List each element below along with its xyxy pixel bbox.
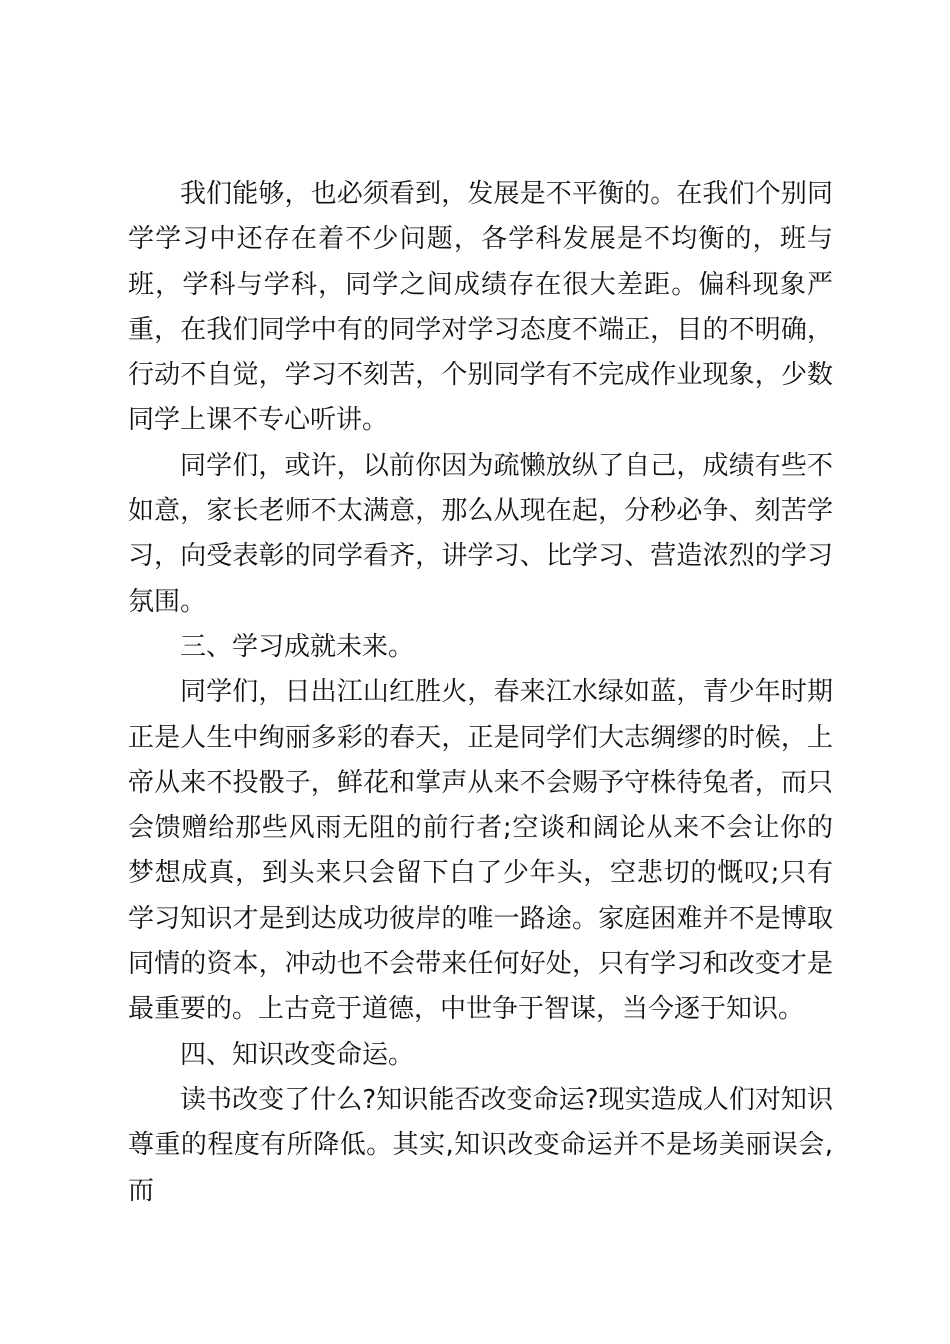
body-text — [128, 172, 833, 1214]
section-heading-3: 三、学习成就未来。 — [180, 631, 415, 662]
paragraph-imbalance: 我们能够，也必须看到，发展是不平衡的。在我们个别同学学习中还存在着不少问题，各学科发展是不均衡的，班与班，学科与学科，同学之间成绩存在很大差距。偏科现象严重，在我们同学中有的同学对学习态度不端正，目的不明确，行动不自觉，学习不刻苦，个别同学有不完成作业现象，少数同学上课不专心听讲。 — [128, 179, 833, 436]
paragraph-knowledge: 读书改变了什么?知识能否改变命运?现实造成人们对知识尊重的程度有所降低。其实,知识改变命运并不是场美丽误会,而 — [128, 1084, 833, 1206]
paragraph-encouragement: 同学们，或许，以前你因为疏懒放纵了自己，成绩有些不如意，家长老师不太满意，那么从现在起，分秒必争、刻苦学习，向受表彰的同学看齐，讲学习、比学习、营造浓烈的学习氛围。 — [128, 450, 833, 617]
paragraph-future: 同学们，日出江山红胜火，春来江水绿如蓝，青少年时期正是人生中绚丽多彩的春天，正是同学们大志绸缪的时候，上帝从来不投骰子，鲜花和掌声从来不会赐予守株待兔者，而只会馈赠给那些风雨无阻的前行者;空谈和阔论从来不会让你的梦想成真，到头来只会留下白了少年头，空悲切的慨叹;只有学习知识才是到达成功彼岸的唯一路途。家庭困难并不是博取同情的资本，冲动也不会带来任何好处，只有学习和改变才是最重要的。上古竞于道德，中世争于智谋，当今逐于知识。 — [128, 677, 833, 1025]
section-heading-4: 四、知识改变命运。 — [180, 1039, 415, 1070]
